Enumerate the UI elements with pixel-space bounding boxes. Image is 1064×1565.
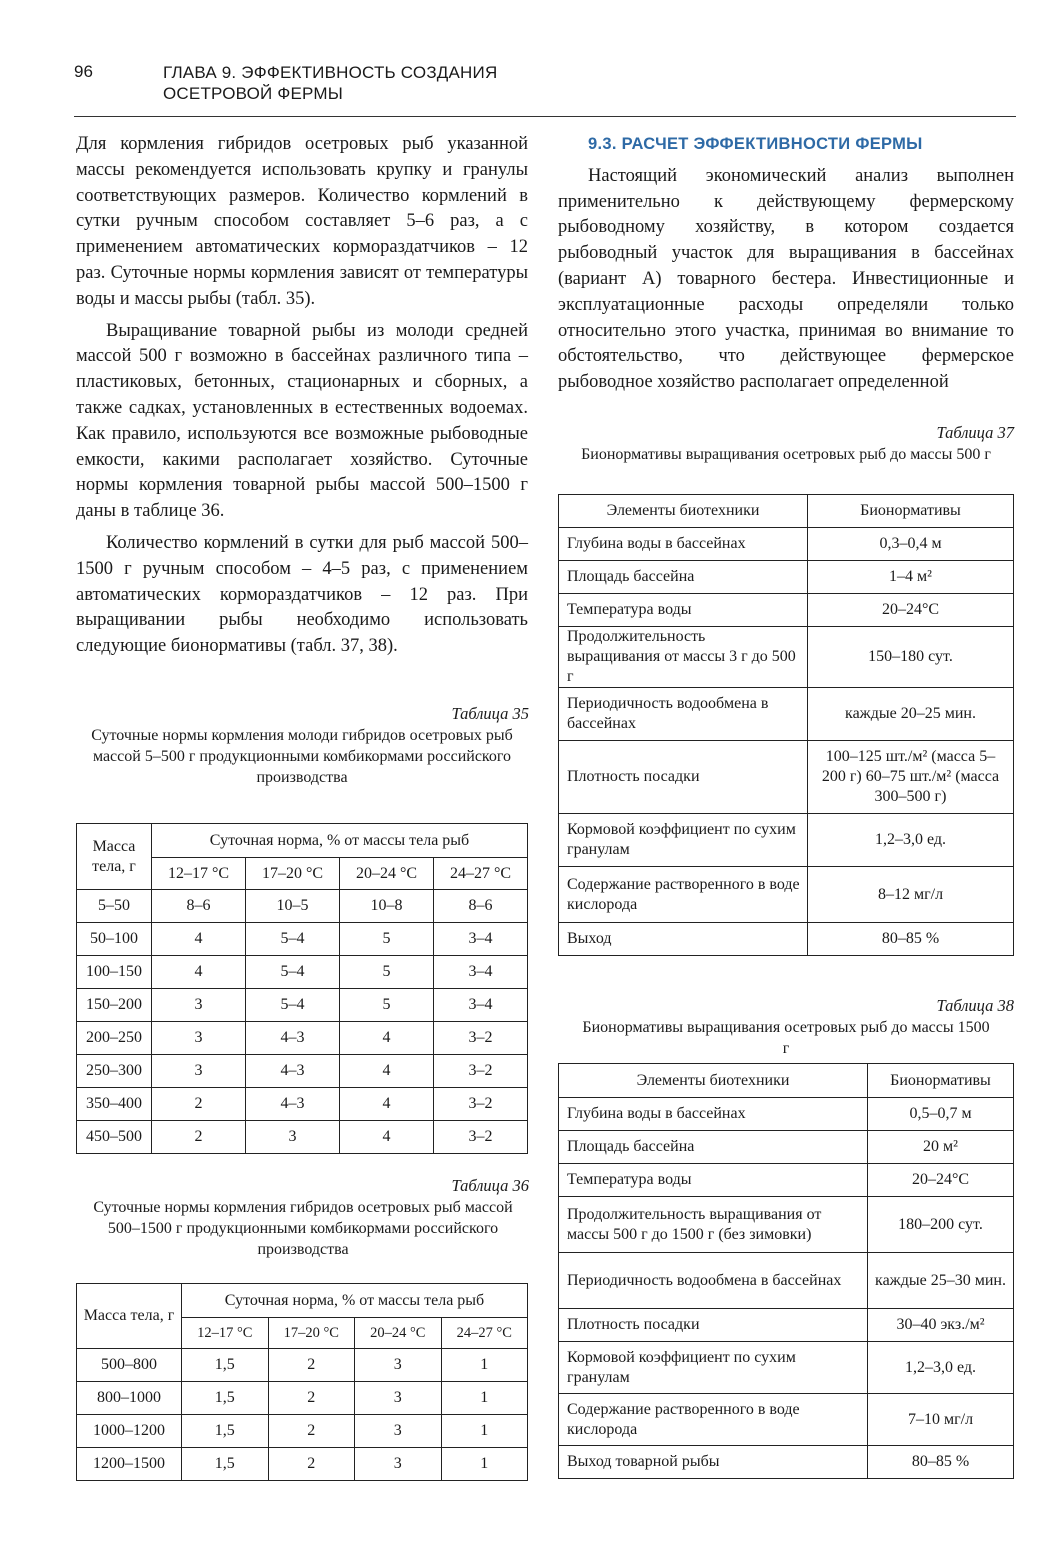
value-cell: 80–85 %	[868, 1446, 1014, 1479]
value-cell: 4	[340, 1022, 434, 1055]
row-label-cell: Температура воды	[559, 1164, 868, 1197]
value-cell: 5	[340, 923, 434, 956]
row-label-cell: 800–1000	[77, 1382, 182, 1415]
table-header-norm: Суточная норма, % от массы тела рыб	[152, 824, 528, 858]
value-cell: 180–200 сут.	[868, 1197, 1014, 1253]
value-cell: 80–85 %	[808, 923, 1014, 956]
temp-header: 17–20 °С	[268, 1318, 355, 1349]
table-row	[77, 1382, 528, 1415]
value-cell: 1	[441, 1349, 528, 1382]
value-cell: 1,5	[182, 1382, 269, 1415]
table-row	[559, 923, 1014, 956]
table-row	[77, 1415, 528, 1448]
table-38-label: Таблица 38	[936, 996, 1014, 1015]
value-cell: 3–2	[434, 1088, 528, 1121]
table-row	[559, 1253, 1014, 1309]
table-37	[558, 494, 1014, 956]
chapter-title-line2: ОСЕТРОВОЙ ФЕРМЫ	[163, 84, 343, 103]
paragraph: Настоящий экономический анализ выполнен применительно к действующему фермерскому рыбоводному хозяйству, в котором создается рыбоводный участок для выращивания в бассейнах (вариант А) товарного бестера. Инвестиционные и эксплуатационные расходы определяли только относительно этого участка, принимая во внимание то обстоятельство, что действующее фермерское рыбоводное хозяйство располагает определенной	[558, 165, 1014, 393]
table-38-caption: Бионормативы выращивания осетровых рыб до массы 1500 г	[582, 1019, 990, 1057]
paragraph: Выращивание товарной рыбы из молоди средней массой 500 г возможно в бассейнах различного типа – пластиковых, бетонных, стационарных и сборных, а также садках, установленных в естественных водоемах. Как правило, используются все возможные рыбоводные емкости, какими располагает хозяйство. Суточные нормы кормления товарной рыбы массой 500–1500 г даны в таблице 36.	[76, 320, 528, 522]
value-cell: 3–4	[434, 989, 528, 1022]
row-label-cell: Содержание растворенного в воде кислорода	[559, 1394, 868, 1446]
value-cell: 2	[268, 1448, 355, 1481]
table-header-mass: Масса тела, г	[77, 824, 152, 890]
row-label-cell: Температура воды	[559, 594, 808, 627]
value-cell: 8–6	[152, 890, 246, 923]
value-cell: 2	[268, 1382, 355, 1415]
value-cell: 20–24°С	[808, 594, 1014, 627]
table-row	[77, 1055, 528, 1088]
value-cell: 3	[355, 1349, 442, 1382]
table-row	[559, 814, 1014, 867]
table-header-norms: Бионормативы	[808, 495, 1014, 528]
value-cell: 4	[152, 956, 246, 989]
row-label-cell: 1000–1200	[77, 1415, 182, 1448]
table-35	[76, 823, 528, 1154]
table-row	[77, 1349, 528, 1382]
table-header-elements: Элементы биотехники	[559, 495, 808, 528]
table-36-label: Таблица 36	[451, 1176, 529, 1195]
table-row	[559, 1098, 1014, 1131]
value-cell: 1,5	[182, 1349, 269, 1382]
table-38	[558, 1063, 1014, 1479]
right-column-text	[558, 132, 1014, 396]
value-cell: 4	[340, 1088, 434, 1121]
section-title: 9.3. РАСЧЕТ ЭФФЕКТИВНОСТИ ФЕРМЫ	[588, 135, 923, 153]
value-cell: каждые 25–30 мин.	[868, 1253, 1014, 1309]
value-cell: 4	[340, 1055, 434, 1088]
table-row	[559, 594, 1014, 627]
table-row	[77, 1022, 528, 1055]
row-label-cell: 450–500	[77, 1121, 152, 1154]
row-label-cell: Глубина воды в бассейнах	[559, 1098, 868, 1131]
table-36-caption: Суточные нормы кормления гибридов осетровых рыб массой 500–1500 г продукционными комбикормами российского производства	[93, 1199, 513, 1258]
row-label-cell: 100–150	[77, 956, 152, 989]
value-cell: 3	[355, 1382, 442, 1415]
value-cell: 20–24°С	[868, 1164, 1014, 1197]
table-row	[559, 1342, 1014, 1394]
value-cell: 2	[268, 1415, 355, 1448]
value-cell: 3–2	[434, 1022, 528, 1055]
table-row	[559, 1197, 1014, 1253]
table-header-norm: Суточная норма, % от массы тела рыб	[182, 1284, 528, 1318]
row-label-cell: Выход	[559, 923, 808, 956]
table-row	[559, 528, 1014, 561]
row-label-cell: Площадь бассейна	[559, 561, 808, 594]
value-cell: 1	[441, 1382, 528, 1415]
left-column-text	[76, 132, 528, 660]
chapter-title-line1: ГЛАВА 9. ЭФФЕКТИВНОСТЬ СОЗДАНИЯ	[163, 63, 498, 82]
value-cell: 30–40 экз./м²	[868, 1309, 1014, 1342]
temp-header: 17–20 °С	[246, 858, 340, 890]
value-cell: 1,2–3,0 ед.	[868, 1342, 1014, 1394]
value-cell: 150–180 сут.	[808, 627, 1014, 688]
row-label-cell: Продолжительность выращивания от массы 3 г до 500 г	[559, 627, 808, 688]
temp-header: 24–27 °С	[441, 1318, 528, 1349]
value-cell: 3	[246, 1121, 340, 1154]
value-cell: 5–4	[246, 923, 340, 956]
value-cell: 3	[355, 1415, 442, 1448]
row-label-cell: Кормовой коэффициент по сухим гранулам	[559, 814, 808, 867]
value-cell: 7–10 мг/л	[868, 1394, 1014, 1446]
table-row	[559, 627, 1014, 688]
table-row	[559, 1394, 1014, 1446]
row-label-cell: Периодичность водообмена в бассейнах	[559, 688, 808, 741]
value-cell: 3	[152, 1022, 246, 1055]
value-cell: 0,3–0,4 м	[808, 528, 1014, 561]
table-row	[559, 1164, 1014, 1197]
value-cell: 2	[268, 1349, 355, 1382]
table-row	[77, 923, 528, 956]
header-rule	[74, 116, 1016, 117]
value-cell: 1	[441, 1448, 528, 1481]
value-cell: 0,5–0,7 м	[868, 1098, 1014, 1131]
table-row	[559, 867, 1014, 923]
row-label-cell: Глубина воды в бассейнах	[559, 528, 808, 561]
temp-header: 12–17 °С	[152, 858, 246, 890]
paragraph: Количество кормлений в сутки для рыб массой 500–1500 г ручным способом – 4–5 раз, с применением автоматических кормораздатчиков – 12 раз. При выращивании рыбы необходимо использовать следующие бионормативы (табл. 37, 38).	[76, 532, 528, 657]
row-label-cell: 250–300	[77, 1055, 152, 1088]
table-row	[77, 1088, 528, 1121]
table-header-elements: Элементы биотехники	[559, 1064, 868, 1098]
table-row	[77, 956, 528, 989]
row-label-cell: Кормовой коэффициент по сухим гранулам	[559, 1342, 868, 1394]
table-37-caption: Бионормативы выращивания осетровых рыб до массы 500 г	[581, 446, 991, 463]
row-label-cell: Выход товарной рыбы	[559, 1446, 868, 1479]
table-row	[559, 561, 1014, 594]
temp-header: 20–24 °С	[355, 1318, 442, 1349]
table-row	[77, 1121, 528, 1154]
value-cell: 3	[152, 1055, 246, 1088]
table-37-label: Таблица 37	[936, 423, 1014, 442]
table-row	[559, 1309, 1014, 1342]
table-header-mass: Масса тела, г	[77, 1284, 182, 1349]
value-cell: 1–4 м²	[808, 561, 1014, 594]
table-row	[559, 1131, 1014, 1164]
value-cell: 3	[355, 1448, 442, 1481]
row-label-cell: 500–800	[77, 1349, 182, 1382]
value-cell: 2	[152, 1121, 246, 1154]
value-cell: 1	[441, 1415, 528, 1448]
table-35-caption: Суточные нормы кормления молоди гибридов осетровых рыб массой 5–500 г продукционными комбикормами российского производства	[91, 727, 513, 786]
table-row	[559, 688, 1014, 741]
value-cell: 3	[152, 989, 246, 1022]
table-36	[76, 1283, 528, 1481]
value-cell: 10–8	[340, 890, 434, 923]
value-cell: 100–125 шт./м² (масса 5–200 г) 60–75 шт./м² (масса 300–500 г)	[808, 741, 1014, 814]
row-label-cell: 200–250	[77, 1022, 152, 1055]
temp-header: 24–27 °С	[434, 858, 528, 890]
value-cell: 4	[340, 1121, 434, 1154]
row-label-cell: Плотность посадки	[559, 1309, 868, 1342]
table-35-label: Таблица 35	[451, 704, 529, 723]
value-cell: 5–4	[246, 989, 340, 1022]
value-cell: 3–4	[434, 923, 528, 956]
value-cell: 5	[340, 989, 434, 1022]
value-cell: 8–12 мг/л	[808, 867, 1014, 923]
value-cell: 1,2–3,0 ед.	[808, 814, 1014, 867]
row-label-cell: Продолжительность выращивания от массы 500 г до 1500 г (без зимовки)	[559, 1197, 868, 1253]
value-cell: 4–3	[246, 1022, 340, 1055]
table-row	[77, 989, 528, 1022]
row-label-cell: 50–100	[77, 923, 152, 956]
value-cell: 1,5	[182, 1448, 269, 1481]
value-cell: 3–2	[434, 1055, 528, 1088]
temp-header: 20–24 °С	[340, 858, 434, 890]
value-cell: 3–2	[434, 1121, 528, 1154]
value-cell: 20 м²	[868, 1131, 1014, 1164]
row-label-cell: Площадь бассейна	[559, 1131, 868, 1164]
table-row	[77, 1448, 528, 1481]
row-label-cell: Плотность посадки	[559, 741, 808, 814]
value-cell: 10–5	[246, 890, 340, 923]
row-label-cell: 350–400	[77, 1088, 152, 1121]
page-number: 96	[74, 62, 93, 81]
row-label-cell: 150–200	[77, 989, 152, 1022]
row-label-cell: Периодичность водообмена в бассейнах	[559, 1253, 868, 1309]
row-label-cell: 1200–1500	[77, 1448, 182, 1481]
value-cell: 1,5	[182, 1415, 269, 1448]
value-cell: 4	[152, 923, 246, 956]
value-cell: 8–6	[434, 890, 528, 923]
paragraph: Для кормления гибридов осетровых рыб указанной массы рекомендуется использовать крупку и гранулы соответствующих размеров. Количество кормлений в сутки ручным способом составляет 5–6 раз, а с применением автоматических кормораздатчиков – 12 раз. Суточные нормы кормления зависят от температуры воды и массы рыбы (табл. 35).	[76, 134, 528, 309]
value-cell: 3–4	[434, 956, 528, 989]
value-cell: 4–3	[246, 1055, 340, 1088]
row-label-cell: 5–50	[77, 890, 152, 923]
temp-header: 12–17 °С	[182, 1318, 269, 1349]
value-cell: 4–3	[246, 1088, 340, 1121]
table-header-norms: Бионормативы	[868, 1064, 1014, 1098]
value-cell: 5–4	[246, 956, 340, 989]
table-row	[559, 1446, 1014, 1479]
value-cell: 2	[152, 1088, 246, 1121]
table-row	[559, 741, 1014, 814]
chapter-title	[163, 62, 497, 104]
value-cell: каждые 20–25 мин.	[808, 688, 1014, 741]
value-cell: 5	[340, 956, 434, 989]
row-label-cell: Содержание растворенного в воде кислорода	[559, 867, 808, 923]
table-row	[77, 890, 528, 923]
